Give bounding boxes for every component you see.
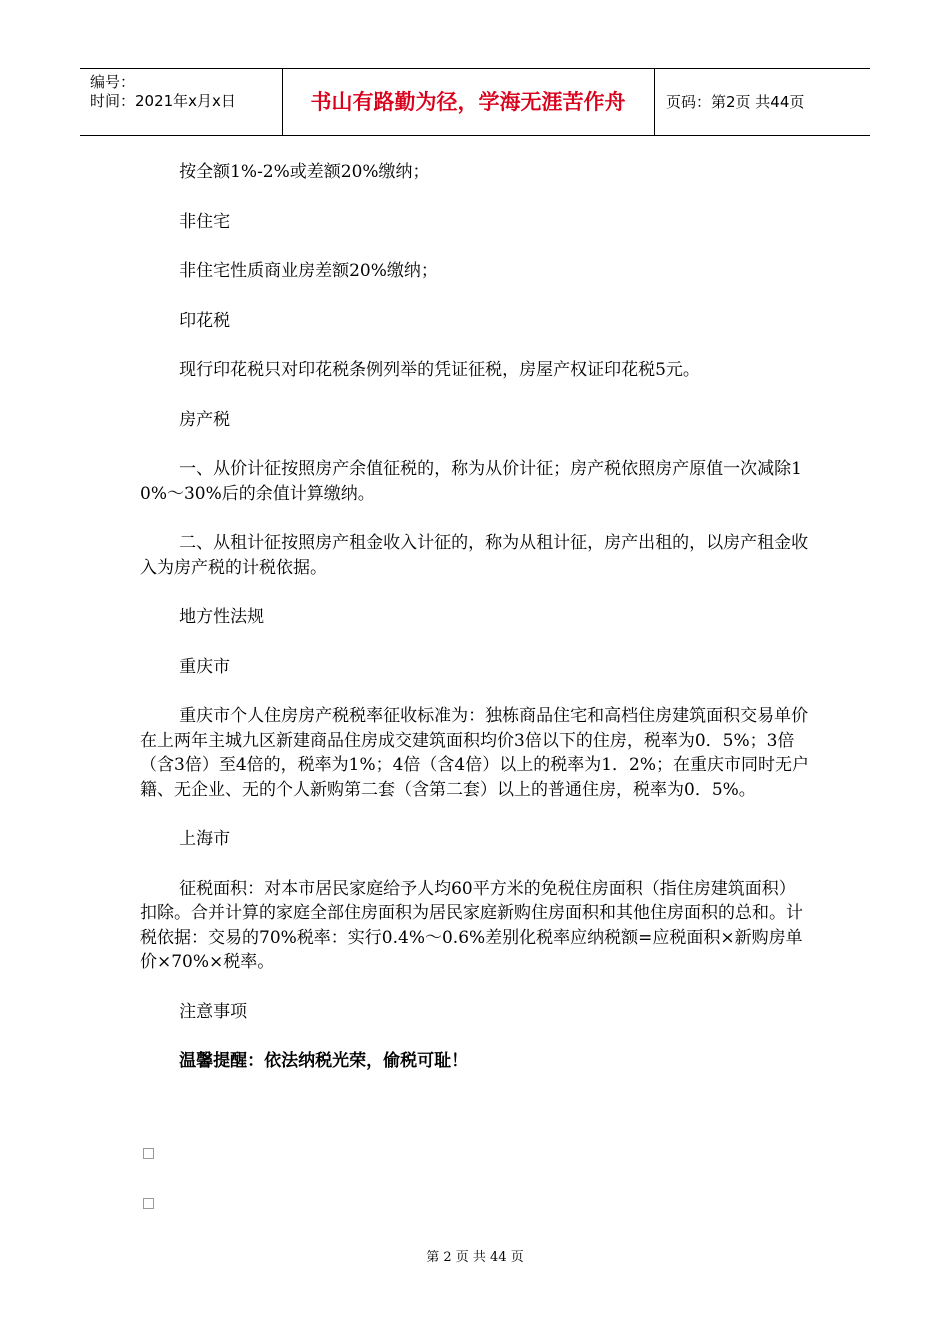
- checkbox-1[interactable]: [143, 1148, 154, 1159]
- paragraph-stamp-tax: 现行印花税只对印花税条例列举的凭证征税，房屋产权证印花税5元。: [179, 360, 700, 380]
- page-footer: 第 2 页 共 44 页: [426, 1250, 524, 1265]
- header-motto: 书山有路勤为径，学海无涯苦作舟: [310, 90, 626, 114]
- header-page-info: 页码：第2页 共44页: [666, 93, 805, 111]
- paragraph-reminder: 温馨提醒：依法纳税光荣，偷税可耻！: [179, 1051, 469, 1071]
- heading-non-residential: 非住宅: [179, 211, 231, 232]
- document-time-label: 时间：2021年x月x日: [90, 92, 236, 110]
- document-number-label: 编号：: [90, 73, 136, 91]
- paragraph-non-residential: 非住宅性质商业房差额20%缴纳；: [179, 261, 438, 281]
- paragraph-shanghai: 征税面积：对本市居民家庭给予人均60平方米的免税住房面积（指住房建筑面积）扣除。合并计算的家庭全部住房面积为居民家庭新购住房面积和其他住房面积的总和。计税依据：交易的70%税率：实行0.4%～0.6%差别化税率应纳税额=应税面积×新购房单价×70%×税率。: [140, 878, 803, 972]
- paragraph-value-based: 一、从价计征按照房产余值征税的，称为从价计征；房产税依照房产原值一次减除10%～30%后的余值计算缴纳。: [140, 459, 802, 504]
- header-divider-right: [654, 69, 655, 136]
- paragraph-rent-based: 二、从租计征按照房产租金收入计征的，称为从租计征，房产出租的，以房产租金收入为房产税的计税依据。: [140, 533, 809, 578]
- heading-chongqing: 重庆市: [179, 656, 231, 677]
- paragraph-chongqing: 重庆市个人住房房产税税率征收标准为：独栋商品住宅和高档住房建筑面积交易单价在上两年主城九区新建商品住房成交建筑面积均价3倍以下的住房，税率为0．5%；3倍（含3倍）至4倍的，税率为1%；4倍（含4倍）以上的税率为1．2%；在重庆市同时无户籍、无企业、无的个人新购第二套（含第二套）以上的普通住房，税率为0．5%。: [140, 706, 810, 800]
- heading-stamp-tax: 印花税: [179, 310, 231, 331]
- heading-local-regulations: 地方性法规: [179, 607, 265, 627]
- paragraph-tax-rate: 按全额1%-2%或差额20%缴纳；: [179, 162, 430, 182]
- page-header: [80, 68, 870, 136]
- document-body: [140, 160, 812, 1074]
- heading-property-tax: 房产税: [179, 409, 231, 430]
- heading-notes: 注意事项: [179, 1001, 248, 1022]
- header-meta: [90, 73, 236, 111]
- heading-shanghai: 上海市: [179, 829, 231, 849]
- checkbox-2[interactable]: [143, 1198, 154, 1209]
